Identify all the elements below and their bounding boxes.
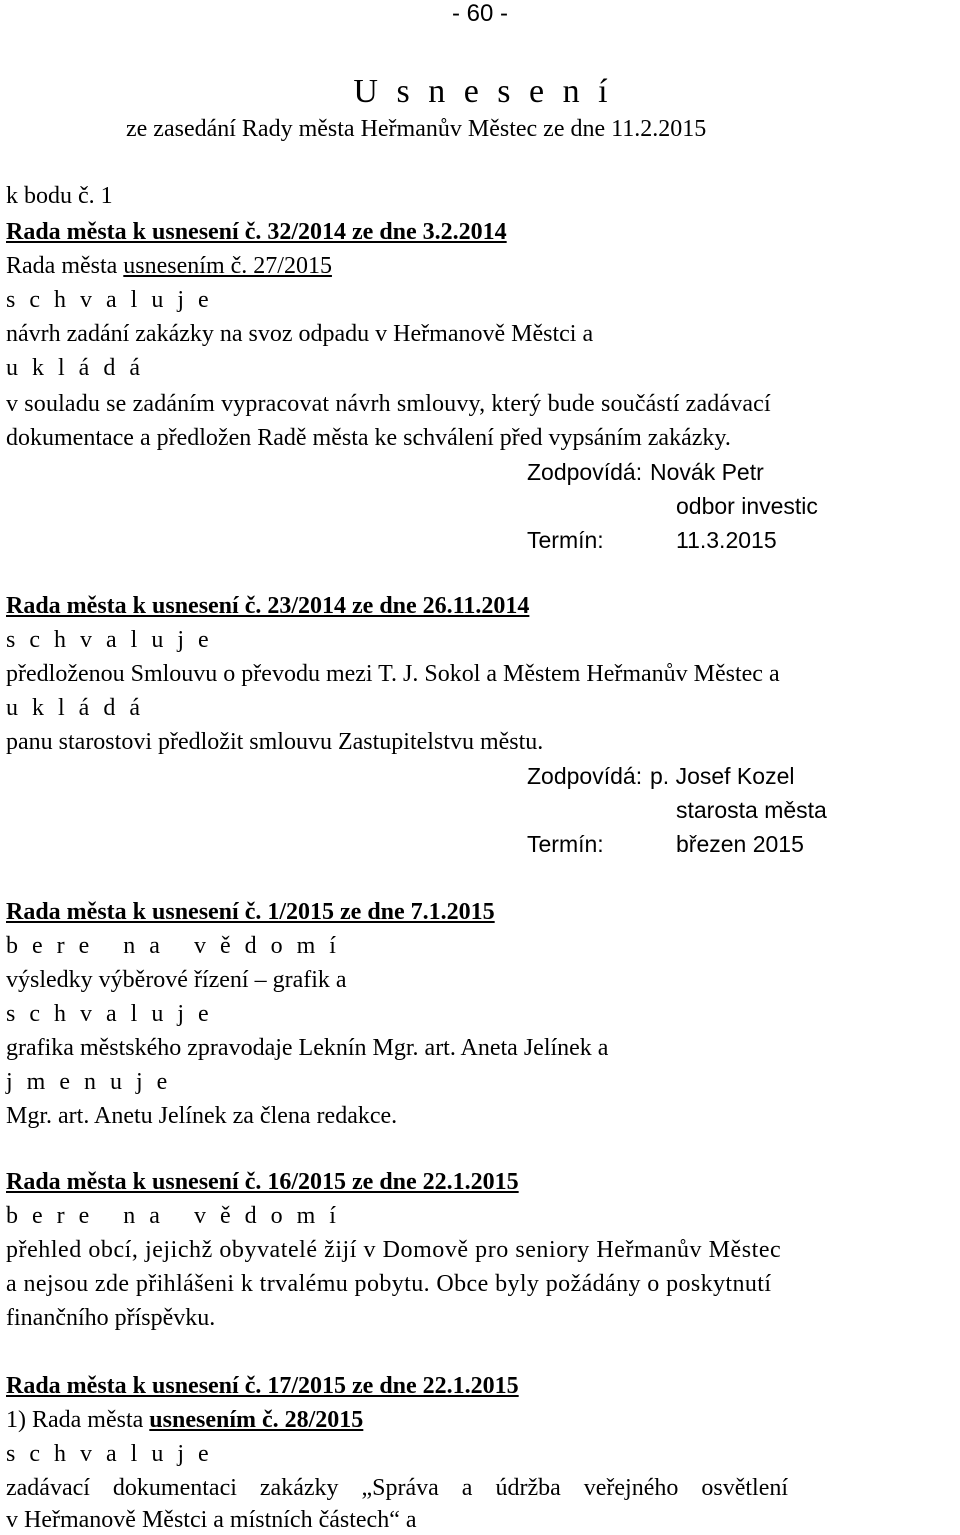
reference-prefix: Rada města — [6, 253, 124, 279]
deadline-value: 11.3.2015 — [676, 527, 777, 553]
section-heading: Rada města k usnesení č. 1/2015 ze dne 7.1.2015 — [6, 899, 495, 925]
responsible-label: Zodpovídá: — [527, 763, 643, 789]
section-heading: Rada města k usnesení č. 17/2015 ze dne 22.1.2015 — [6, 1373, 519, 1399]
resolution-text: v souladu se zadáním vypracovat návrh smlouvy, který bude součástí zadávací — [6, 391, 771, 417]
reference-number: usnesením č. 27/2015 — [123, 253, 332, 279]
verb-appoints: j m e n u j e — [6, 1069, 172, 1095]
resolution-text: zadávací dokumentaci zakázky „Správa a údržba veřejného osvětlení — [6, 1475, 789, 1501]
resolution-text: přehled obcí, jejichž obyvatelé žijí v Domově pro seniory Heřmanův Městec — [6, 1237, 782, 1263]
resolution-text: dokumentace a předložen Radě města ke schválení před vypsáním zakázky. — [6, 425, 731, 451]
resolution-text: Mgr. art. Anetu Jelínek za člena redakce. — [6, 1103, 398, 1129]
verb-approves: s c h v a l u j e — [6, 287, 213, 313]
responsible-label: Zodpovídá: — [527, 459, 643, 485]
deadline-value: březen 2015 — [676, 831, 804, 857]
deadline-label: Termín: — [527, 831, 604, 857]
item-heading: k bodu č. 1 — [6, 183, 113, 209]
responsible-name: p. Josef Kozel — [650, 763, 795, 789]
document-subtitle: ze zasedání Rady města Heřmanův Městec ze dne 11.2.2015 — [126, 116, 707, 142]
verb-approves: s c h v a l u j e — [6, 1441, 213, 1467]
resolution-text: panu starostovi předložit smlouvu Zastupitelstvu městu. — [6, 729, 544, 755]
responsible-department: starosta města — [676, 797, 827, 823]
verb-assigns: u k l á d á — [6, 355, 144, 381]
page-number: - 60 - — [451, 0, 508, 27]
verb-approves: s c h v a l u j e — [6, 627, 213, 653]
resolution-text: výsledky výběrové řízení – grafik a — [6, 967, 347, 993]
reference-prefix: 1) Rada města — [6, 1407, 150, 1433]
resolution-reference — [6, 252, 332, 280]
verb-assigns: u k l á d á — [6, 695, 144, 721]
verb-notes: b e r e n a v ě d o m í — [6, 1203, 340, 1229]
resolution-text: předloženou Smlouvu o převodu mezi T. J. Sokol a Městem Heřmanův Městec a — [6, 661, 780, 687]
document-title: U s n e s e n í — [353, 73, 613, 110]
resolution-reference — [6, 1406, 363, 1434]
verb-notes: b e r e n a v ě d o m í — [6, 933, 340, 959]
verb-approves: s c h v a l u j e — [6, 1001, 213, 1027]
resolution-text: finančního příspěvku. — [6, 1305, 216, 1331]
responsible-department: odbor investic — [676, 493, 818, 519]
section-heading: Rada města k usnesení č. 32/2014 ze dne 3.2.2014 — [6, 219, 507, 245]
section-heading: Rada města k usnesení č. 16/2015 ze dne 22.1.2015 — [6, 1169, 519, 1195]
responsible-name: Novák Petr — [650, 459, 764, 485]
resolution-text: a nejsou zde přihlášeni k trvalému pobytu. Obce byly požádány o poskytnutí — [6, 1271, 772, 1297]
resolution-text: grafika městského zpravodaje Leknín Mgr. art. Aneta Jelínek a — [6, 1035, 609, 1061]
section-heading: Rada města k usnesení č. 23/2014 ze dne 26.11.2014 — [6, 593, 530, 619]
resolution-text: v Heřmanově Městci a místních částech“ a — [6, 1507, 417, 1533]
resolution-text: návrh zadání zakázky na svoz odpadu v Heřmanově Městci a — [6, 321, 594, 347]
reference-number: usnesením č. 28/2015 — [149, 1407, 364, 1433]
deadline-label: Termín: — [527, 527, 604, 553]
